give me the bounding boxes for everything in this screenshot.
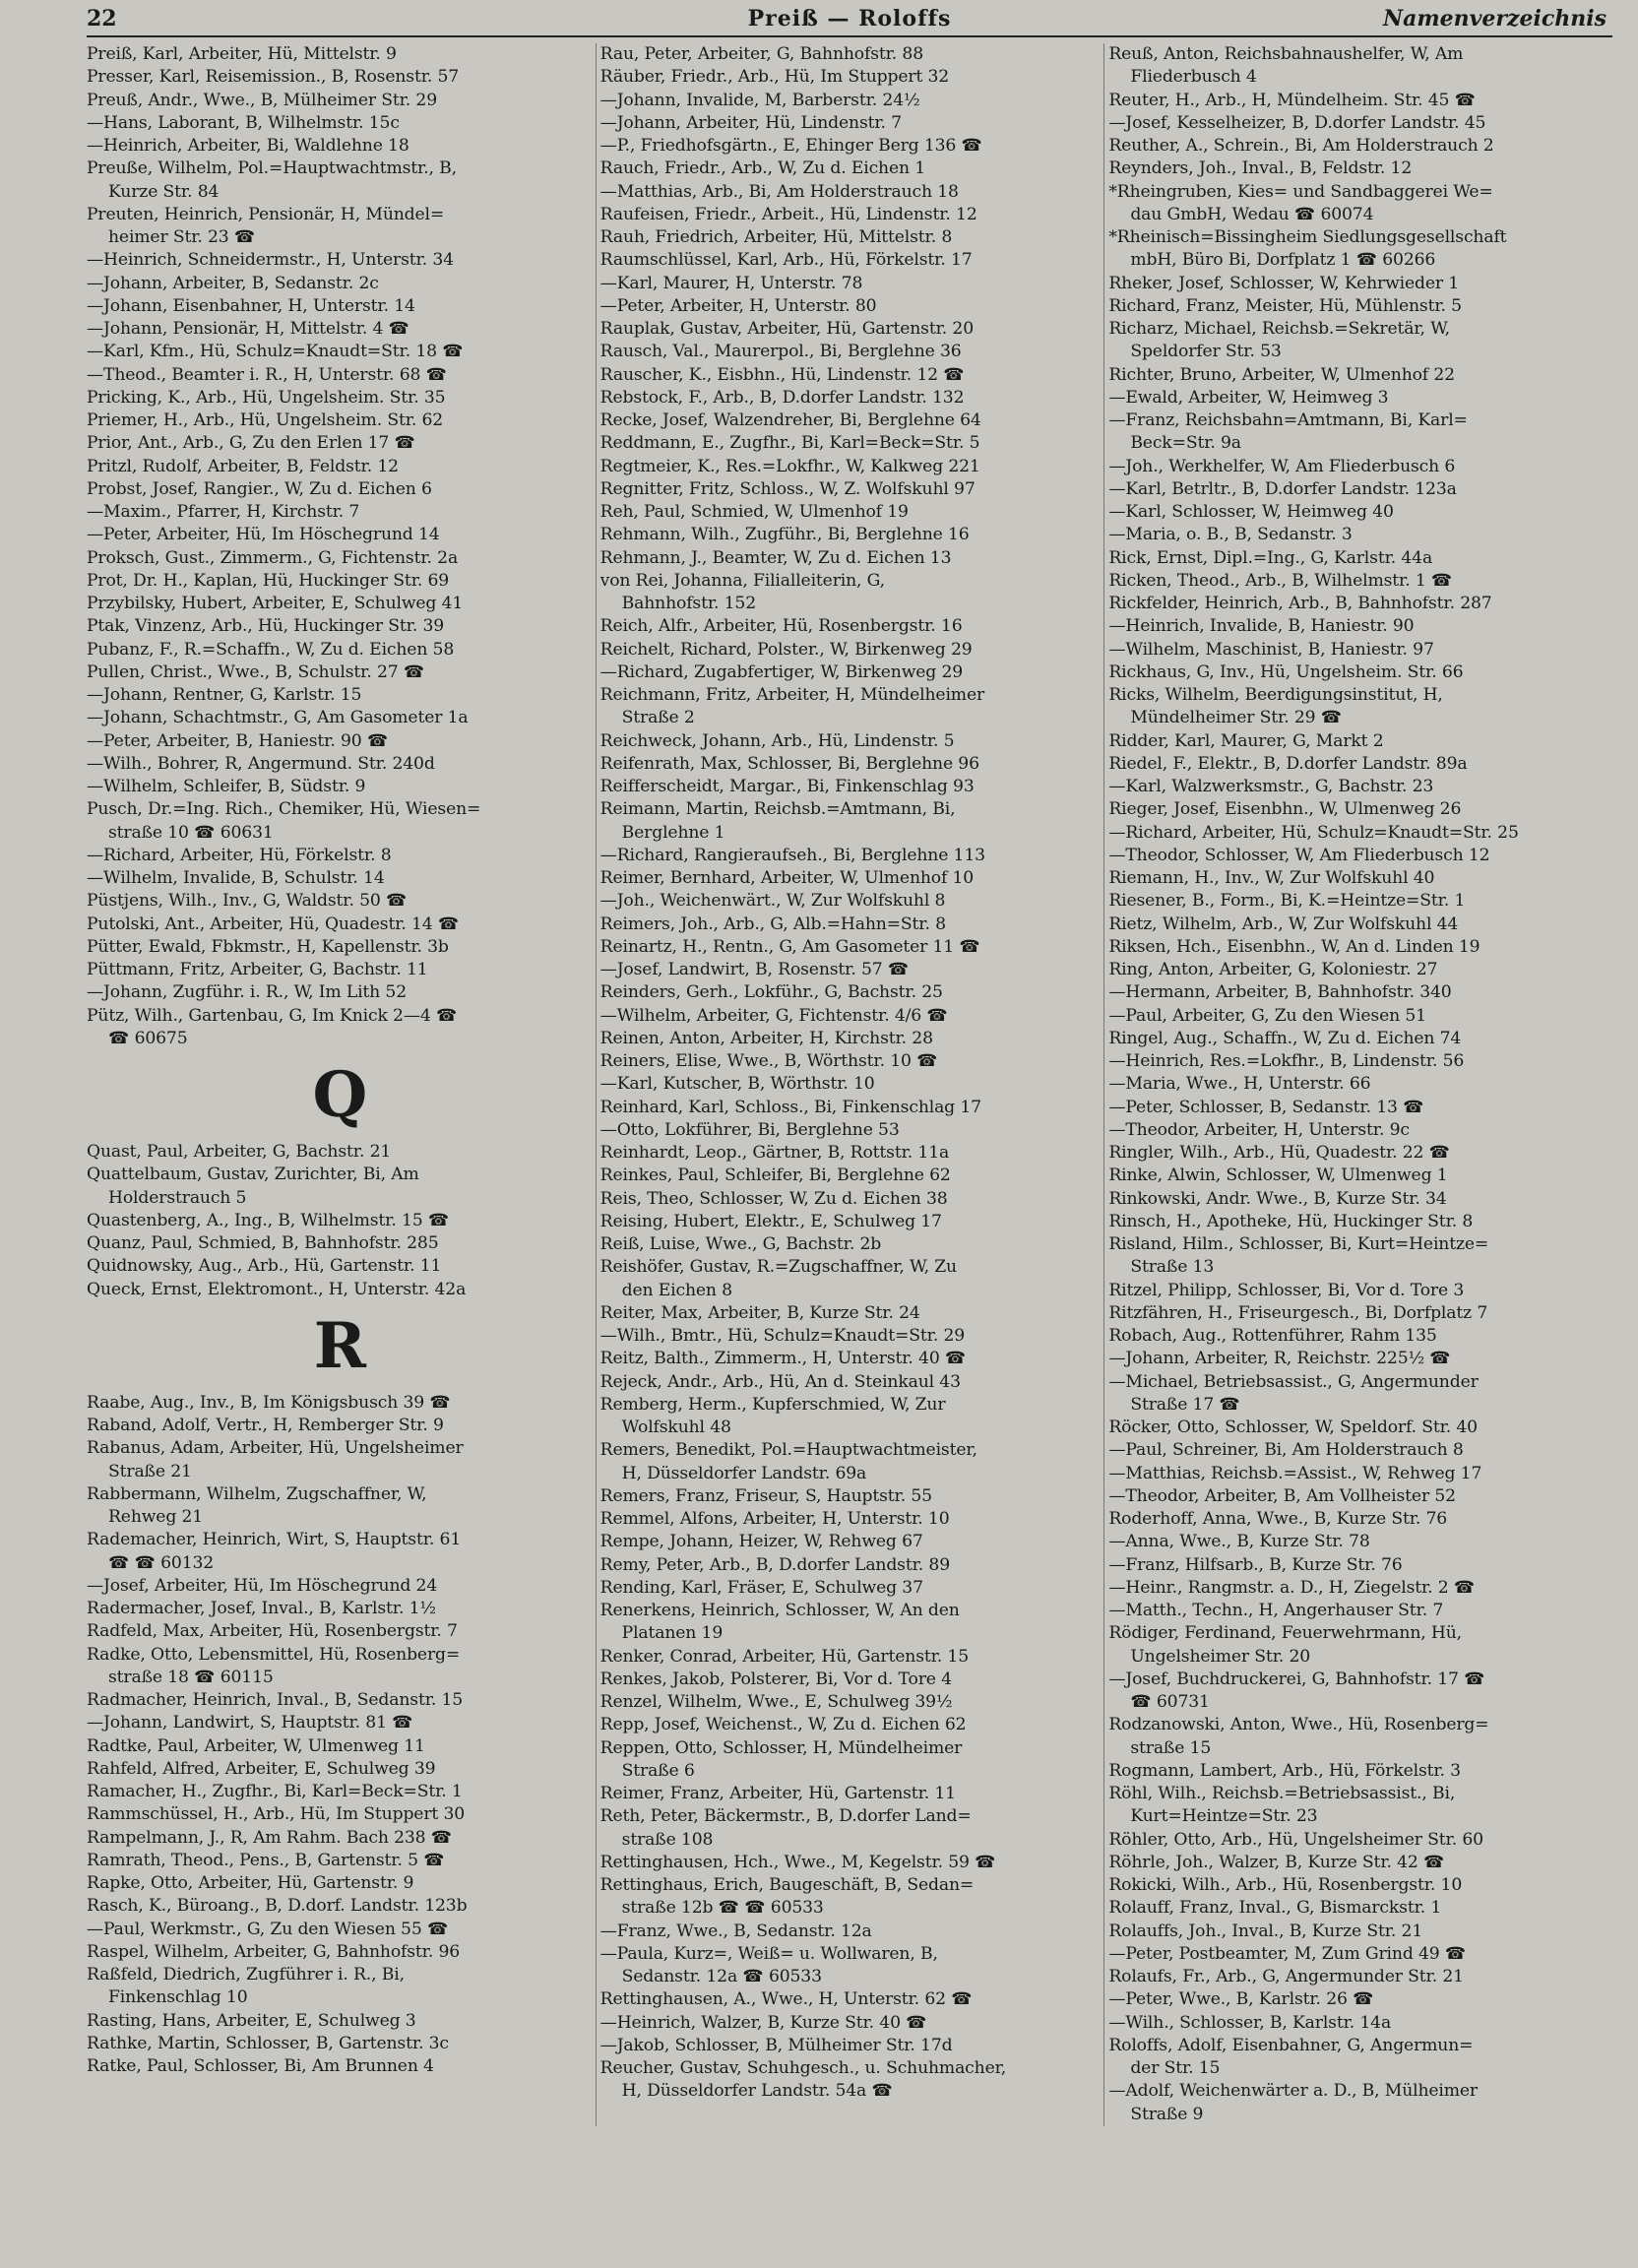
directory-entry: Richter, Bruno, Arbeiter, W, Ulmenhof 22 [1108, 364, 1455, 385]
directory-entry: —Richard, Arbeiter, Hü, Schulz=Knaudt=Str. 25 [1108, 822, 1519, 843]
directory-entry: Rahfeld, Alfred, Arbeiter, E, Schulweg 39 [87, 1758, 436, 1779]
directory-entry: Raband, Adolf, Vertr., H, Remberger Str. 9 [87, 1416, 444, 1435]
entry-continuation: der Str. 15 [1130, 2058, 1221, 2078]
entry-continuation: Holderstrauch 5 [108, 1187, 247, 1208]
directory-entry: Rauh, Friedrich, Arbeiter, Hü, Mittelstr. 8 [599, 227, 953, 247]
directory-entry: Raufeisen, Friedr., Arbeit., Hü, Lindenstr. 12 [599, 204, 977, 224]
directory-entry: Reinartz, H., Rentn., G, Am Gasometer 11 ☎ [599, 936, 980, 957]
directory-entry: —Peter, Postbeamter, M, Zum Grind 49 ☎ [1108, 1943, 1467, 1964]
directory-entry: Reimer, Bernhard, Arbeiter, W, Ulmenhof 10 [599, 868, 975, 888]
directory-entry: Reinders, Gerh., Lokführ., G, Bachstr. 25 [599, 982, 943, 1003]
directory-entry: —Richard, Rangieraufseh., Bi, Berglehne 113 [599, 845, 985, 865]
directory-entry: Preuße, Wilhelm, Pol.=Hauptwachtmstr., B, [87, 158, 457, 179]
directory-entry: Rausch, Val., Maurerpol., Bi, Berglehne 36 [599, 342, 962, 362]
directory-entry: Rauch, Friedr., Arb., W, Zu d. Eichen 1 [599, 158, 926, 179]
directory-entry: Rathke, Martin, Schlosser, B, Gartenstr. 3c [87, 2033, 449, 2053]
directory-entry: Regnitter, Fritz, Schloss., W, Z. Wolfskuhl 97 [599, 478, 976, 499]
column-1 [87, 43, 594, 2126]
directory-entry: Radke, Otto, Lebensmittel, Hü, Rosenberg= [87, 1644, 461, 1665]
directory-entry: —Johann, Landwirt, S, Hauptstr. 81 ☎ [87, 1713, 413, 1733]
directory-entry: —Richard, Zugabfertiger, W, Birkenweg 29 [599, 662, 964, 682]
directory-entry: Radfeld, Max, Arbeiter, Hü, Rosenbergstr. 7 [87, 1621, 458, 1642]
directory-entry: Rödiger, Ferdinand, Feuerwehrmann, Hü, [1108, 1623, 1462, 1644]
directory-entry: —Wilh., Schlosser, B, Karlstr. 14a [1108, 2012, 1392, 2033]
directory-entry: Probst, Josef, Rangier., W, Zu d. Eichen 6 [87, 478, 432, 499]
section-title: Namenverzeichnis [1383, 6, 1606, 32]
directory-entry: —Maria, Wwe., H, Unterstr. 66 [1108, 1074, 1371, 1095]
entry-continuation: ☎ ☎ 60132 [108, 1552, 215, 1573]
directory-entry: Röcker, Otto, Schlosser, W, Speldorf. Str. 40 [1108, 1418, 1478, 1437]
entry-continuation: Ungelsheimer Str. 20 [1130, 1646, 1311, 1667]
directory-entry: Prot, Dr. H., Kaplan, Hü, Huckinger Str. 69 [87, 570, 450, 591]
directory-entry: —Jakob, Schlosser, B, Mülheimer Str. 17d [599, 2035, 953, 2055]
directory-entry: Renker, Conrad, Arbeiter, Hü, Gartenstr. 15 [599, 1646, 969, 1667]
directory-entry: Rapke, Otto, Arbeiter, Hü, Gartenstr. 9 [87, 1873, 414, 1893]
directory-entry: —Ewald, Arbeiter, W, Heimweg 3 [1108, 387, 1389, 408]
directory-entry: Renerkens, Heinrich, Schlosser, W, An den [599, 1601, 960, 1620]
directory-entry: Rinke, Alwin, Schlosser, W, Ulmenweg 1 [1108, 1166, 1448, 1186]
directory-entry: Pritzl, Rudolf, Arbeiter, B, Feldstr. 12 [87, 456, 399, 476]
directory-entry: Priemer, H., Arb., Hü, Ungelsheim. Str. 62 [87, 410, 444, 430]
directory-entry: Repp, Josef, Weichenst., W, Zu d. Eichen 62 [599, 1715, 967, 1735]
directory-entry: —Hans, Laborant, B, Wilhelmstr. 15c [87, 112, 400, 133]
directory-entry: Rokicki, Wilh., Arb., Hü, Rosenbergstr. 10 [1108, 1875, 1463, 1895]
directory-entry: —Heinrich, Schneidermstr., H, Unterstr. 34 [87, 250, 454, 271]
directory-entry: Pusch, Dr.=Ing. Rich., Chemiker, Hü, Wiesen= [87, 799, 481, 820]
directory-entry: Putolski, Ant., Arbeiter, Hü, Quadestr. 14 ☎ [87, 914, 460, 934]
directory-entry: Riesener, B., Form., Bi, K.=Heintze=Str. 1 [1108, 891, 1466, 912]
directory-entry: —Theodor, Arbeiter, H, Unterstr. 9c [1108, 1119, 1410, 1140]
directory-entry: —Heinr., Rangmstr. a. D., H, Ziegelstr. 2 ☎ [1108, 1577, 1476, 1598]
directory-entry: Prior, Ant., Arb., G, Zu den Erlen 17 ☎ [87, 433, 415, 454]
directory-entry: —Anna, Wwe., B, Kurze Str. 78 [1108, 1532, 1370, 1552]
directory-entry: Ridder, Karl, Maurer, G, Markt 2 [1108, 730, 1384, 751]
directory-entry: Reiß, Luise, Wwe., G, Bachstr. 2b [599, 1234, 882, 1254]
entry-continuation: Berglehne 1 [621, 822, 725, 843]
directory-entry: —Josef, Buchdruckerei, G, Bahnhofstr. 17 ☎ [1108, 1669, 1485, 1689]
directory-entry: Ritzfähren, H., Friseurgesch., Bi, Dorfplatz 7 [1108, 1302, 1488, 1323]
directory-entry: Rick, Ernst, Dipl.=Ing., G, Karlstr. 44a [1108, 547, 1433, 568]
directory-entry: Robach, Aug., Rottenführer, Rahm 135 [1108, 1326, 1437, 1346]
entry-continuation: Kurt=Heintze=Str. 23 [1130, 1806, 1318, 1827]
directory-entry: von Rei, Johanna, Filialleiterin, G, [599, 570, 885, 591]
directory-entry: —Josef, Arbeiter, Hü, Im Höschegrund 24 [87, 1575, 438, 1596]
directory-entry: —Hermann, Arbeiter, B, Bahnhofstr. 340 [1108, 982, 1452, 1003]
entry-continuation: Mündelheimer Str. 29 ☎ [1130, 708, 1343, 728]
directory-entry: Remers, Franz, Friseur, S, Hauptstr. 55 [599, 1485, 932, 1506]
directory-entry: Pullen, Christ., Wwe., B, Schulstr. 27 ☎ [87, 662, 425, 682]
directory-entry: —Peter, Schlosser, B, Sedanstr. 13 ☎ [1108, 1097, 1424, 1117]
directory-entry: —Heinrich, Arbeiter, Bi, Waldlehne 18 [87, 136, 410, 156]
directory-entry: Reuß, Anton, Reichsbahnaushelfer, W, Am [1108, 44, 1464, 64]
directory-entry: —Franz, Hilfsarb., B, Kurze Str. 76 [1108, 1554, 1403, 1575]
directory-entry: —Karl, Kutscher, B, Wörthstr. 10 [599, 1074, 875, 1095]
directory-entry: Rolaufs, Fr., Arb., G, Angermunder Str. 21 [1108, 1967, 1464, 1986]
directory-entry: Rasch, K., Büroang., B, D.dorf. Landstr. 123b [87, 1896, 468, 1917]
directory-entry: Risland, Hilm., Schlosser, Bi, Kurt=Heintze= [1108, 1234, 1489, 1254]
directory-entry: Remberg, Herm., Kupferschmied, W, Zur [599, 1394, 946, 1415]
page-header [87, 4, 1612, 37]
directory-entry: Pubanz, F., R.=Schaffn., W, Zu d. Eichen 58 [87, 639, 455, 660]
directory-entry: —Matthias, Arb., Bi, Am Holderstrauch 18 [599, 181, 959, 202]
directory-entry: Reinkes, Paul, Schleifer, Bi, Berglehne 62 [599, 1166, 951, 1186]
directory-entry: Rolauff, Franz, Inval., G, Bismarckstr. 1 [1108, 1898, 1442, 1919]
directory-entry: —Paula, Kurz=, Weiß= u. Wollwaren, B, [599, 1943, 938, 1964]
directory-entry: Remmel, Alfons, Arbeiter, H, Unterstr. 10 [599, 1509, 950, 1529]
directory-entry: —Johann, Invalide, M, Barberstr. 24½ [599, 90, 920, 110]
directory-entry: Reishöfer, Gustav, R.=Zugschaffner, W, Zu [599, 1257, 957, 1278]
directory-entry: —Wilhelm, Schleifer, B, Südstr. 9 [87, 777, 366, 796]
directory-entry: Rolauffs, Joh., Inval., B, Kurze Str. 21 [1108, 1921, 1423, 1941]
directory-entry: Radermacher, Josef, Inval., B, Karlstr. 1½ [87, 1599, 436, 1618]
directory-entry: Reuther, A., Schrein., Bi, Am Holderstrauch 2 [1108, 136, 1494, 156]
directory-entry: —Peter, Wwe., B, Karlstr. 26 ☎ [1108, 1989, 1374, 2010]
entry-continuation: mbH, Büro Bi, Dorfplatz 1 ☎ 60266 [1130, 250, 1436, 271]
directory-entry: Reiter, Max, Arbeiter, B, Kurze Str. 24 [599, 1302, 920, 1323]
directory-entry: Renkes, Jakob, Polsterer, Bi, Vor d. Tore 4 [599, 1669, 952, 1689]
directory-entry: —Johann, Schachtmstr., G, Am Gasometer 1a [87, 708, 469, 728]
directory-entry: Radmacher, Heinrich, Inval., B, Sedanstr. 15 [87, 1690, 464, 1710]
directory-entry: —Johann, Eisenbahner, H, Unterstr. 14 [87, 295, 415, 316]
directory-entry: Reimer, Franz, Arbeiter, Hü, Gartenstr. 11 [599, 1784, 956, 1803]
directory-entry: Preuß, Andr., Wwe., B, Mülheimer Str. 29 [87, 90, 437, 110]
directory-entry: Ring, Anton, Arbeiter, G, Koloniestr. 27 [1108, 960, 1438, 979]
entry-continuation: Platanen 19 [621, 1623, 724, 1644]
directory-entry: Quanz, Paul, Schmied, B, Bahnhofstr. 285 [87, 1233, 439, 1253]
directory-entry: Reinhardt, Leop., Gärtner, B, Rottstr. 11a [599, 1143, 950, 1163]
directory-entry: Roloffs, Adolf, Eisenbahner, G, Angermun= [1108, 2035, 1474, 2055]
directory-entry: Rauplak, Gustav, Arbeiter, Hü, Gartenstr. 20 [599, 319, 974, 339]
directory-entry: Riksen, Hch., Eisenbhn., W, An d. Linden 19 [1108, 936, 1480, 957]
directory-entry: Richard, Franz, Meister, Hü, Mühlenstr. 5 [1108, 295, 1462, 316]
entry-continuation: dau GmbH, Wedau ☎ 60074 [1130, 204, 1374, 224]
directory-entry: Raspel, Wilhelm, Arbeiter, G, Bahnhofstr. 96 [87, 1941, 461, 1962]
directory-entry: —Otto, Lokführer, Bi, Berglehne 53 [599, 1119, 900, 1140]
directory-entry: —Franz, Wwe., B, Sedanstr. 12a [599, 1921, 872, 1941]
directory-entry: Rending, Karl, Fräser, E, Schulweg 37 [599, 1577, 923, 1598]
directory-entry: Proksch, Gust., Zimmerm., G, Fichtenstr. 2a [87, 547, 459, 568]
directory-entry: Radtke, Paul, Arbeiter, W, Ulmenweg 11 [87, 1735, 425, 1756]
directory-entry: Rogmann, Lambert, Arb., Hü, Förkelstr. 3 [1108, 1760, 1461, 1781]
directory-entry: —Karl, Kfm., Hü, Schulz=Knaudt=Str. 18 ☎ [87, 342, 464, 362]
directory-entry: Ramacher, H., Zugfhr., Bi, Karl=Beck=Str. 1 [87, 1782, 463, 1801]
directory-entry: Reinen, Anton, Arbeiter, H, Kirchstr. 28 [599, 1028, 933, 1048]
directory-entry: —Michael, Betriebsassist., G, Angermunder [1108, 1371, 1479, 1392]
directory-entry: —Johann, Rentner, G, Karlstr. 15 [87, 685, 362, 705]
directory-entry: —Karl, Walzwerksmstr., G, Bachstr. 23 [1108, 777, 1434, 796]
entry-continuation: heimer Str. 23 ☎ [108, 227, 256, 247]
directory-entry: —Wilhelm, Maschinist, B, Haniestr. 97 [1108, 639, 1434, 660]
directory-entry: Rettinghausen, A., Wwe., H, Unterstr. 62 ☎ [599, 1989, 973, 2010]
directory-entry: Reis, Theo, Schlosser, W, Zu d. Eichen 38 [599, 1188, 948, 1209]
directory-entry: Reitz, Balth., Zimmerm., H, Unterstr. 40 ☎ [599, 1349, 967, 1369]
entry-continuation: Speldorfer Str. 53 [1130, 342, 1282, 362]
directory-entry: Quastenberg, A., Ing., B, Wilhelmstr. 15 ☎ [87, 1210, 450, 1230]
directory-entry: Richarz, Michael, Reichsb.=Sekretär, W, [1108, 319, 1450, 339]
directory-entry: Quidnowsky, Aug., Arb., Hü, Gartenstr. 11 [87, 1256, 442, 1277]
directory-entry: Reiners, Elise, Wwe., B, Wörthstr. 10 ☎ [599, 1051, 938, 1071]
directory-entry: —Maxim., Pfarrer, H, Kirchstr. 7 [87, 502, 360, 522]
directory-entry: —Richard, Arbeiter, Hü, Förkelstr. 8 [87, 845, 392, 865]
entry-continuation: Straße 17 ☎ [1130, 1394, 1240, 1415]
entry-continuation: Finkenschlag 10 [108, 1987, 248, 2008]
directory-entry: —Peter, Arbeiter, B, Haniestr. 90 ☎ [87, 730, 389, 751]
directory-entry: Queck, Ernst, Elektromont., H, Unterstr. 42a [87, 1279, 467, 1299]
directory-entry: Reimers, Joh., Arb., G, Alb.=Hahn=Str. 8 [599, 914, 946, 934]
directory-entry: Rodzanowski, Anton, Wwe., Hü, Rosenberg= [1108, 1715, 1489, 1735]
entry-continuation: Straße 13 [1130, 1257, 1215, 1278]
directory-entry: Rehmann, J., Beamter, W, Zu d. Eichen 13 [599, 547, 952, 568]
directory-entry: —Maria, o. B., B, Sedanstr. 3 [1108, 525, 1353, 545]
directory-entry: Rettinghaus, Erich, Baugeschäft, B, Sedan= [599, 1875, 975, 1895]
directory-entry: Pütter, Ewald, Fbkmstr., H, Kapellenstr. 3b [87, 936, 449, 957]
directory-entry: Rabanus, Adam, Arbeiter, Hü, Ungelsheimer [87, 1438, 464, 1459]
directory-entry: Preiß, Karl, Arbeiter, Hü, Mittelstr. 9 [87, 44, 397, 64]
directory-entry: Ritzel, Philipp, Schlosser, Bi, Vor d. Tore 3 [1108, 1280, 1465, 1300]
directory-entry: Renzel, Wilhelm, Wwe., E, Schulweg 39½ [599, 1692, 953, 1712]
directory-entry: Reising, Hubert, Elektr., E, Schulweg 17 [599, 1211, 942, 1231]
directory-entry: —Paul, Arbeiter, G, Zu den Wiesen 51 [1108, 1005, 1426, 1026]
directory-entry: Röhler, Otto, Arb., Hü, Ungelsheimer Str. 60 [1108, 1829, 1483, 1850]
directory-entry: —Karl, Maurer, H, Unterstr. 78 [599, 273, 863, 293]
directory-entry: Rampelmann, J., R, Am Rahm. Bach 238 ☎ [87, 1827, 453, 1848]
directory-entry: —Josef, Landwirt, B, Rosenstr. 57 ☎ [599, 960, 910, 979]
directory-entry: —Theodor, Arbeiter, B, Am Vollheister 52 [1108, 1485, 1456, 1506]
directory-entry: Reichmann, Fritz, Arbeiter, H, Mündelheimer [599, 685, 985, 705]
directory-entry: Pütz, Wilh., Gartenbau, G, Im Knick 2—4 ☎ [87, 1005, 458, 1026]
directory-entry: Reichelt, Richard, Polster., W, Birkenweg 29 [599, 639, 973, 660]
directory-entry: Preuten, Heinrich, Pensionär, H, Mündel= [87, 204, 445, 224]
directory-entry: —Johann, Zugführ. i. R., W, Im Lith 52 [87, 982, 407, 1003]
directory-entry: Püttmann, Fritz, Arbeiter, G, Bachstr. 11 [87, 960, 428, 979]
entry-continuation: Beck=Str. 9a [1130, 433, 1241, 454]
directory-entry: —Karl, Betrltr., B, D.dorfer Landstr. 123a [1108, 478, 1457, 499]
entry-continuation: straße 108 [621, 1829, 714, 1850]
directory-entry: Reh, Paul, Schmied, W, Ulmenhof 19 [599, 502, 909, 522]
directory-entry: Reucher, Gustav, Schuhgesch., u. Schuhmacher, [599, 2058, 1007, 2078]
directory-entry: —Wilhelm, Invalide, B, Schulstr. 14 [87, 868, 385, 888]
entry-continuation: Straße 6 [621, 1760, 695, 1781]
directory-entry: Reddmann, E., Zugfhr., Bi, Karl=Beck=Str. 5 [599, 433, 980, 454]
directory-entry: —Franz, Reichsbahn=Amtmann, Bi, Karl= [1108, 410, 1468, 430]
directory-entry: —Paul, Schreiner, Bi, Am Holderstrauch 8 [1108, 1440, 1464, 1461]
directory-entry: Rejeck, Andr., Arb., Hü, An d. Steinkaul 43 [599, 1371, 961, 1392]
directory-entry: Rickhaus, G, Inv., Hü, Ungelsheim. Str. 66 [1108, 662, 1464, 682]
column-3 [1103, 43, 1610, 2126]
directory-entry: —Johann, Arbeiter, Hü, Lindenstr. 7 [599, 112, 902, 133]
directory-entry: —Wilh., Bmtr., Hü, Schulz=Knaudt=Str. 29 [599, 1326, 966, 1346]
entry-continuation: Straße 9 [1130, 2104, 1204, 2124]
directory-entry: Ptak, Vinzenz, Arb., Hü, Huckinger Str. 39 [87, 616, 445, 637]
directory-entry: Rehmann, Wilh., Zugführ., Bi, Berglehne 16 [599, 525, 970, 545]
directory-entry: —Wilhelm, Arbeiter, G, Fichtenstr. 4/6 ☎ [599, 1005, 948, 1026]
directory-entry: —Karl, Schlosser, W, Heimweg 40 [1108, 502, 1394, 522]
entry-continuation: den Eichen 8 [621, 1280, 732, 1300]
directory-entry: *Rheingruben, Kies= und Sandbaggerei We= [1108, 181, 1493, 202]
section-letter: R [313, 1308, 366, 1383]
entry-continuation: Wolfskuhl 48 [621, 1418, 731, 1437]
directory-entry: —Theodor, Schlosser, W, Am Fliederbusch 12 [1108, 845, 1490, 865]
directory-entry: —Peter, Arbeiter, Hü, Im Höschegrund 14 [87, 525, 440, 545]
directory-entry: Rettinghausen, Hch., Wwe., M, Kegelstr. 59 ☎ [599, 1852, 996, 1872]
entry-continuation: straße 10 ☎ 60631 [108, 822, 274, 843]
entry-continuation: straße 15 [1130, 1737, 1212, 1758]
directory-entry: Reifferscheidt, Margar., Bi, Finkenschlag 93 [599, 777, 975, 796]
directory-entry: Rammschüssel, H., Arb., Hü, Im Stuppert 30 [87, 1804, 466, 1825]
directory-entry: Reichweck, Johann, Arb., Hü, Lindenstr. 5 [599, 730, 955, 751]
directory-entry: Reimann, Martin, Reichsb.=Amtmann, Bi, [599, 799, 956, 820]
directory-entry: —Matth., Techn., H, Angerhauser Str. 7 [1108, 1601, 1444, 1620]
directory-entry: —P., Friedhofsgärtn., E, Ehinger Berg 136 ☎ [599, 136, 982, 156]
page-range-title: Preiß — Roloffs [747, 6, 952, 32]
directory-entry: —Heinrich, Res.=Lokfhr., B, Lindenstr. 56 [1108, 1051, 1465, 1071]
directory-entry: Rietz, Wilhelm, Arb., W, Zur Wolfskuhl 44 [1108, 914, 1459, 934]
directory-entry: Reifenrath, Max, Schlosser, Bi, Berglehne 96 [599, 753, 979, 774]
directory-entry: Rieger, Josef, Eisenbhn., W, Ulmenweg 26 [1108, 799, 1462, 820]
directory-entry: —Johann, Arbeiter, R, Reichstr. 225½ ☎ [1108, 1349, 1451, 1369]
directory-entry: Reinhard, Karl, Schloss., Bi, Finkenschlag 17 [599, 1097, 981, 1117]
directory-entry: Räuber, Friedr., Arb., Hü, Im Stuppert 32 [599, 67, 950, 88]
directory-entry: —Joh., Werkhelfer, W, Am Fliederbusch 6 [1108, 456, 1456, 476]
directory-entry: Rickfelder, Heinrich, Arb., B, Bahnhofstr. 287 [1108, 594, 1492, 613]
directory-entry: Rheker, Josef, Schlosser, W, Kehrwieder 1 [1108, 273, 1460, 293]
page-number: 22 [87, 6, 117, 32]
entry-continuation: Rehweg 21 [108, 1507, 204, 1527]
directory-entry: Przybilsky, Hubert, Arbeiter, E, Schulweg 41 [87, 594, 464, 613]
entry-continuation: Sedanstr. 12a ☎ 60533 [621, 1967, 822, 1986]
entry-continuation: H, Düsseldorfer Landstr. 69a [621, 1463, 867, 1483]
directory-entry: —Heinrich, Walzer, B, Kurze Str. 40 ☎ [599, 2012, 927, 2033]
directory-entry: Ratke, Paul, Schlosser, Bi, Am Brunnen 4 [87, 2056, 434, 2076]
directory-entry: Rempe, Johann, Heizer, W, Rehweg 67 [599, 1532, 923, 1552]
directory-entry: Quast, Paul, Arbeiter, G, Bachstr. 21 [87, 1142, 392, 1162]
directory-entry: Püstjens, Wilh., Inv., G, Waldstr. 50 ☎ [87, 891, 408, 912]
directory-entry: —Josef, Kesselheizer, B, D.dorfer Landstr. 45 [1108, 112, 1486, 133]
directory-entry: Regtmeier, K., Res.=Lokfhr., W, Kalkweg 221 [599, 456, 980, 476]
directory-entry: —Paul, Werkmstr., G, Zu den Wiesen 55 ☎ [87, 1919, 449, 1939]
directory-entry: Ringler, Wilh., Arb., Hü, Quadestr. 22 ☎ [1108, 1143, 1450, 1163]
directory-entry: Rebstock, F., Arb., B, D.dorfer Landstr. 132 [599, 387, 965, 408]
directory-entry: Raumschlüssel, Karl, Arb., Hü, Förkelstr. 17 [599, 250, 973, 271]
entry-continuation: H, Düsseldorfer Landstr. 54a ☎ [621, 2081, 893, 2102]
directory-entry: Rasting, Hans, Arbeiter, E, Schulweg 3 [87, 2010, 416, 2031]
directory-entry: Reuter, H., Arb., H, Mündelheim. Str. 45 ☎ [1108, 90, 1476, 110]
entry-continuation: straße 18 ☎ 60115 [108, 1667, 274, 1687]
entry-continuation: Straße 2 [621, 708, 695, 728]
directory-entry: Rabbermann, Wilhelm, Zugschaffner, W, [87, 1483, 427, 1504]
directory-entry: —Matthias, Reichsb.=Assist., W, Rehweg 17 [1108, 1463, 1482, 1483]
column-2 [596, 43, 1102, 2126]
directory-entry: Riemann, H., Inv., W, Zur Wolfskuhl 40 [1108, 868, 1435, 888]
directory-entry: —Johann, Pensionär, H, Mittelstr. 4 ☎ [87, 319, 410, 339]
directory-entry: Rinsch, H., Apotheke, Hü, Huckinger Str. 8 [1108, 1211, 1474, 1231]
entry-continuation: ☎ 60675 [108, 1028, 188, 1048]
directory-entry: —Wilh., Bohrer, R, Angermund. Str. 240d [87, 753, 435, 774]
entry-continuation: Fliederbusch 4 [1130, 67, 1257, 88]
directory-entry: —Heinrich, Invalide, B, Haniestr. 90 [1108, 616, 1415, 637]
directory-entry: Rademacher, Heinrich, Wirt, S, Hauptstr. 61 [87, 1530, 462, 1550]
entry-columns [87, 43, 1612, 2126]
directory-entry: Riedel, F., Elektr., B, D.dorfer Landstr. 89a [1108, 753, 1468, 774]
entry-continuation: Kurze Str. 84 [108, 181, 220, 202]
directory-entry: —Johann, Arbeiter, B, Sedanstr. 2c [87, 273, 379, 293]
directory-entry: Röhl, Wilh., Reichsb.=Betriebsassist., Bi, [1108, 1784, 1456, 1803]
directory-entry: —Adolf, Weichenwärter a. D., B, Mülheimer [1108, 2081, 1478, 2102]
directory-entry: Ringel, Aug., Schaffn., W, Zu d. Eichen 74 [1108, 1028, 1462, 1048]
directory-entry: Raßfeld, Diedrich, Zugführer i. R., Bi, [87, 1965, 405, 1984]
directory-entry: Ramrath, Theod., Pens., B, Gartenstr. 5 ☎ [87, 1850, 445, 1870]
directory-entry: Roderhoff, Anna, Wwe., B, Kurze Str. 76 [1108, 1509, 1448, 1529]
entry-continuation: Straße 21 [108, 1461, 192, 1481]
directory-entry: Reynders, Joh., Inval., B, Feldstr. 12 [1108, 158, 1413, 179]
directory-entry: Recke, Josef, Walzendreher, Bi, Berglehne 64 [599, 410, 981, 430]
directory-entry: Pricking, K., Arb., Hü, Ungelsheim. Str. 35 [87, 387, 446, 408]
directory-entry: Remers, Benedikt, Pol.=Hauptwachtmeister, [599, 1440, 977, 1461]
directory-entry: Quattelbaum, Gustav, Zurichter, Bi, Am [87, 1165, 419, 1185]
directory-entry: *Rheinisch=Bissingheim Siedlungsgesellschaft [1108, 227, 1507, 247]
entry-continuation: ☎ 60731 [1130, 1692, 1210, 1712]
directory-entry: Reich, Alfr., Arbeiter, Hü, Rosenbergstr. 16 [599, 616, 963, 637]
directory-entry: —Joh., Weichenwärt., W, Zur Wolfskuhl 8 [599, 891, 946, 912]
directory-entry: —Peter, Arbeiter, H, Unterstr. 80 [599, 295, 877, 316]
directory-entry: Ricks, Wilhelm, Beerdigungsinstitut, H, [1108, 685, 1443, 705]
directory-entry: Raabe, Aug., Inv., B, Im Königsbusch 39 ☎ [87, 1392, 451, 1413]
directory-entry: —Theod., Beamter i. R., H, Unterstr. 68 ☎ [87, 364, 447, 385]
directory-entry: Reth, Peter, Bäckermstr., B, D.dorfer Land= [599, 1806, 972, 1827]
directory-entry: Reppen, Otto, Schlosser, H, Mündelheimer [599, 1737, 963, 1758]
directory-entry: Remy, Peter, Arb., B, D.dorfer Landstr. 89 [599, 1554, 950, 1575]
directory-entry: Röhrle, Joh., Walzer, B, Kurze Str. 42 ☎ [1108, 1852, 1445, 1872]
directory-entry: Ricken, Theod., Arb., B, Wilhelmstr. 1 ☎ [1108, 570, 1453, 591]
entry-continuation: straße 12b ☎ ☎ 60533 [621, 1898, 824, 1919]
directory-entry: Rau, Peter, Arbeiter, G, Bahnhofstr. 88 [599, 44, 924, 64]
section-letter: Q [312, 1058, 368, 1132]
directory-entry: Rauscher, K., Eisbhn., Hü, Lindenstr. 12 ☎ [599, 364, 965, 385]
entry-continuation: Bahnhofstr. 152 [621, 594, 756, 613]
directory-entry: Rinkowski, Andr. Wwe., B, Kurze Str. 34 [1108, 1188, 1447, 1209]
directory-entry: Presser, Karl, Reisemission., B, Rosenstr. 57 [87, 67, 460, 88]
